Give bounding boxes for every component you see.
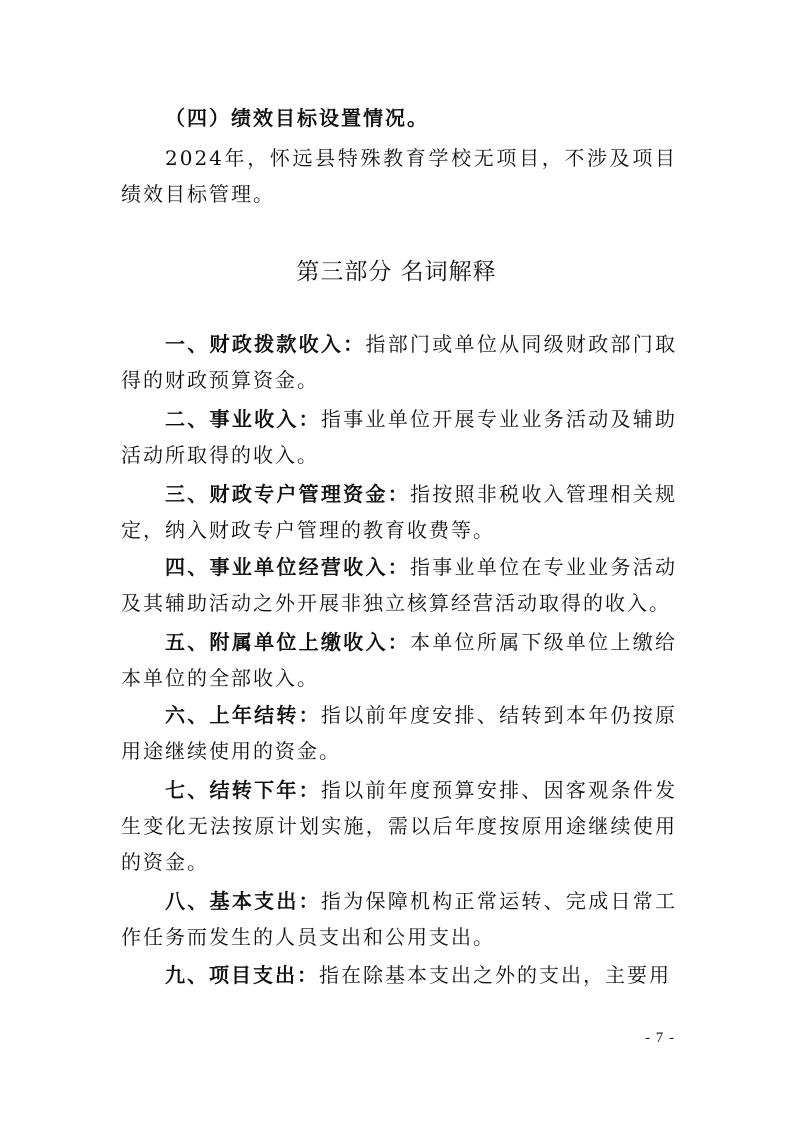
definition-term: 七、结转下年： xyxy=(165,778,321,802)
definition-term: 三、财政专户管理资金： xyxy=(165,482,410,506)
definition-paragraph xyxy=(121,401,677,473)
definition-paragraph xyxy=(121,476,677,548)
definition-paragraph xyxy=(121,883,677,955)
section-title: 第三部分 名词解释 xyxy=(296,259,497,285)
definition-term: 八、基本支出： xyxy=(165,889,321,913)
performance-paragraph: 2024年，怀远县特殊教育学校无项目，不涉及项目绩效目标管理。 xyxy=(121,146,677,206)
definition-text: 指事业单位开展专业业务活动及辅助活动所取得的收入。 xyxy=(121,407,678,467)
definition-paragraph xyxy=(121,772,677,880)
definition-paragraph xyxy=(121,549,677,621)
definition-paragraph xyxy=(121,624,677,696)
page-number: - 7 - xyxy=(645,1030,675,1046)
definition-paragraph xyxy=(121,326,677,398)
definition-text: 本单位所属下级单位上缴给本单位的全部收入。 xyxy=(121,630,677,690)
definition-term: 二、事业收入： xyxy=(165,407,321,431)
definition-term: 六、上年结转： xyxy=(165,703,321,727)
definition-text: 指在除基本支出之外的支出，主要用 xyxy=(319,963,671,987)
definition-text: 指以前年度安排、结转到本年仍按原用途继续使用的资金。 xyxy=(121,703,678,763)
definition-term: 一、财政拨款收入： xyxy=(165,332,366,356)
definition-text: 指以前年度预算安排、因客观条件发生变化无法按原计划实施，需以后年度按原用途继续使用的资金。 xyxy=(121,778,678,874)
definition-paragraph xyxy=(121,697,677,769)
definition-term: 五、附属单位上缴收入： xyxy=(165,630,410,654)
definition-text: 指部门或单位从同级财政部门取得的财政预算资金。 xyxy=(121,332,678,392)
performance-heading: （四）绩效目标设置情况。 xyxy=(165,106,429,130)
definition-term: 四、事业单位经营收入： xyxy=(165,555,410,579)
definition-text: 指为保障机构正常运转、完成日常工作任务而发生的人员支出和公用支出。 xyxy=(121,889,678,949)
definition-text: 指事业单位在专业业务活动及其辅助活动之外开展非独立核算经营活动取得的收入。 xyxy=(121,555,677,615)
definition-text: 指按照非税收入管理相关规定，纳入财政专户管理的教育收费等。 xyxy=(121,482,677,542)
definition-term: 九、项目支出： xyxy=(165,963,319,987)
definition-paragraph xyxy=(121,957,677,993)
